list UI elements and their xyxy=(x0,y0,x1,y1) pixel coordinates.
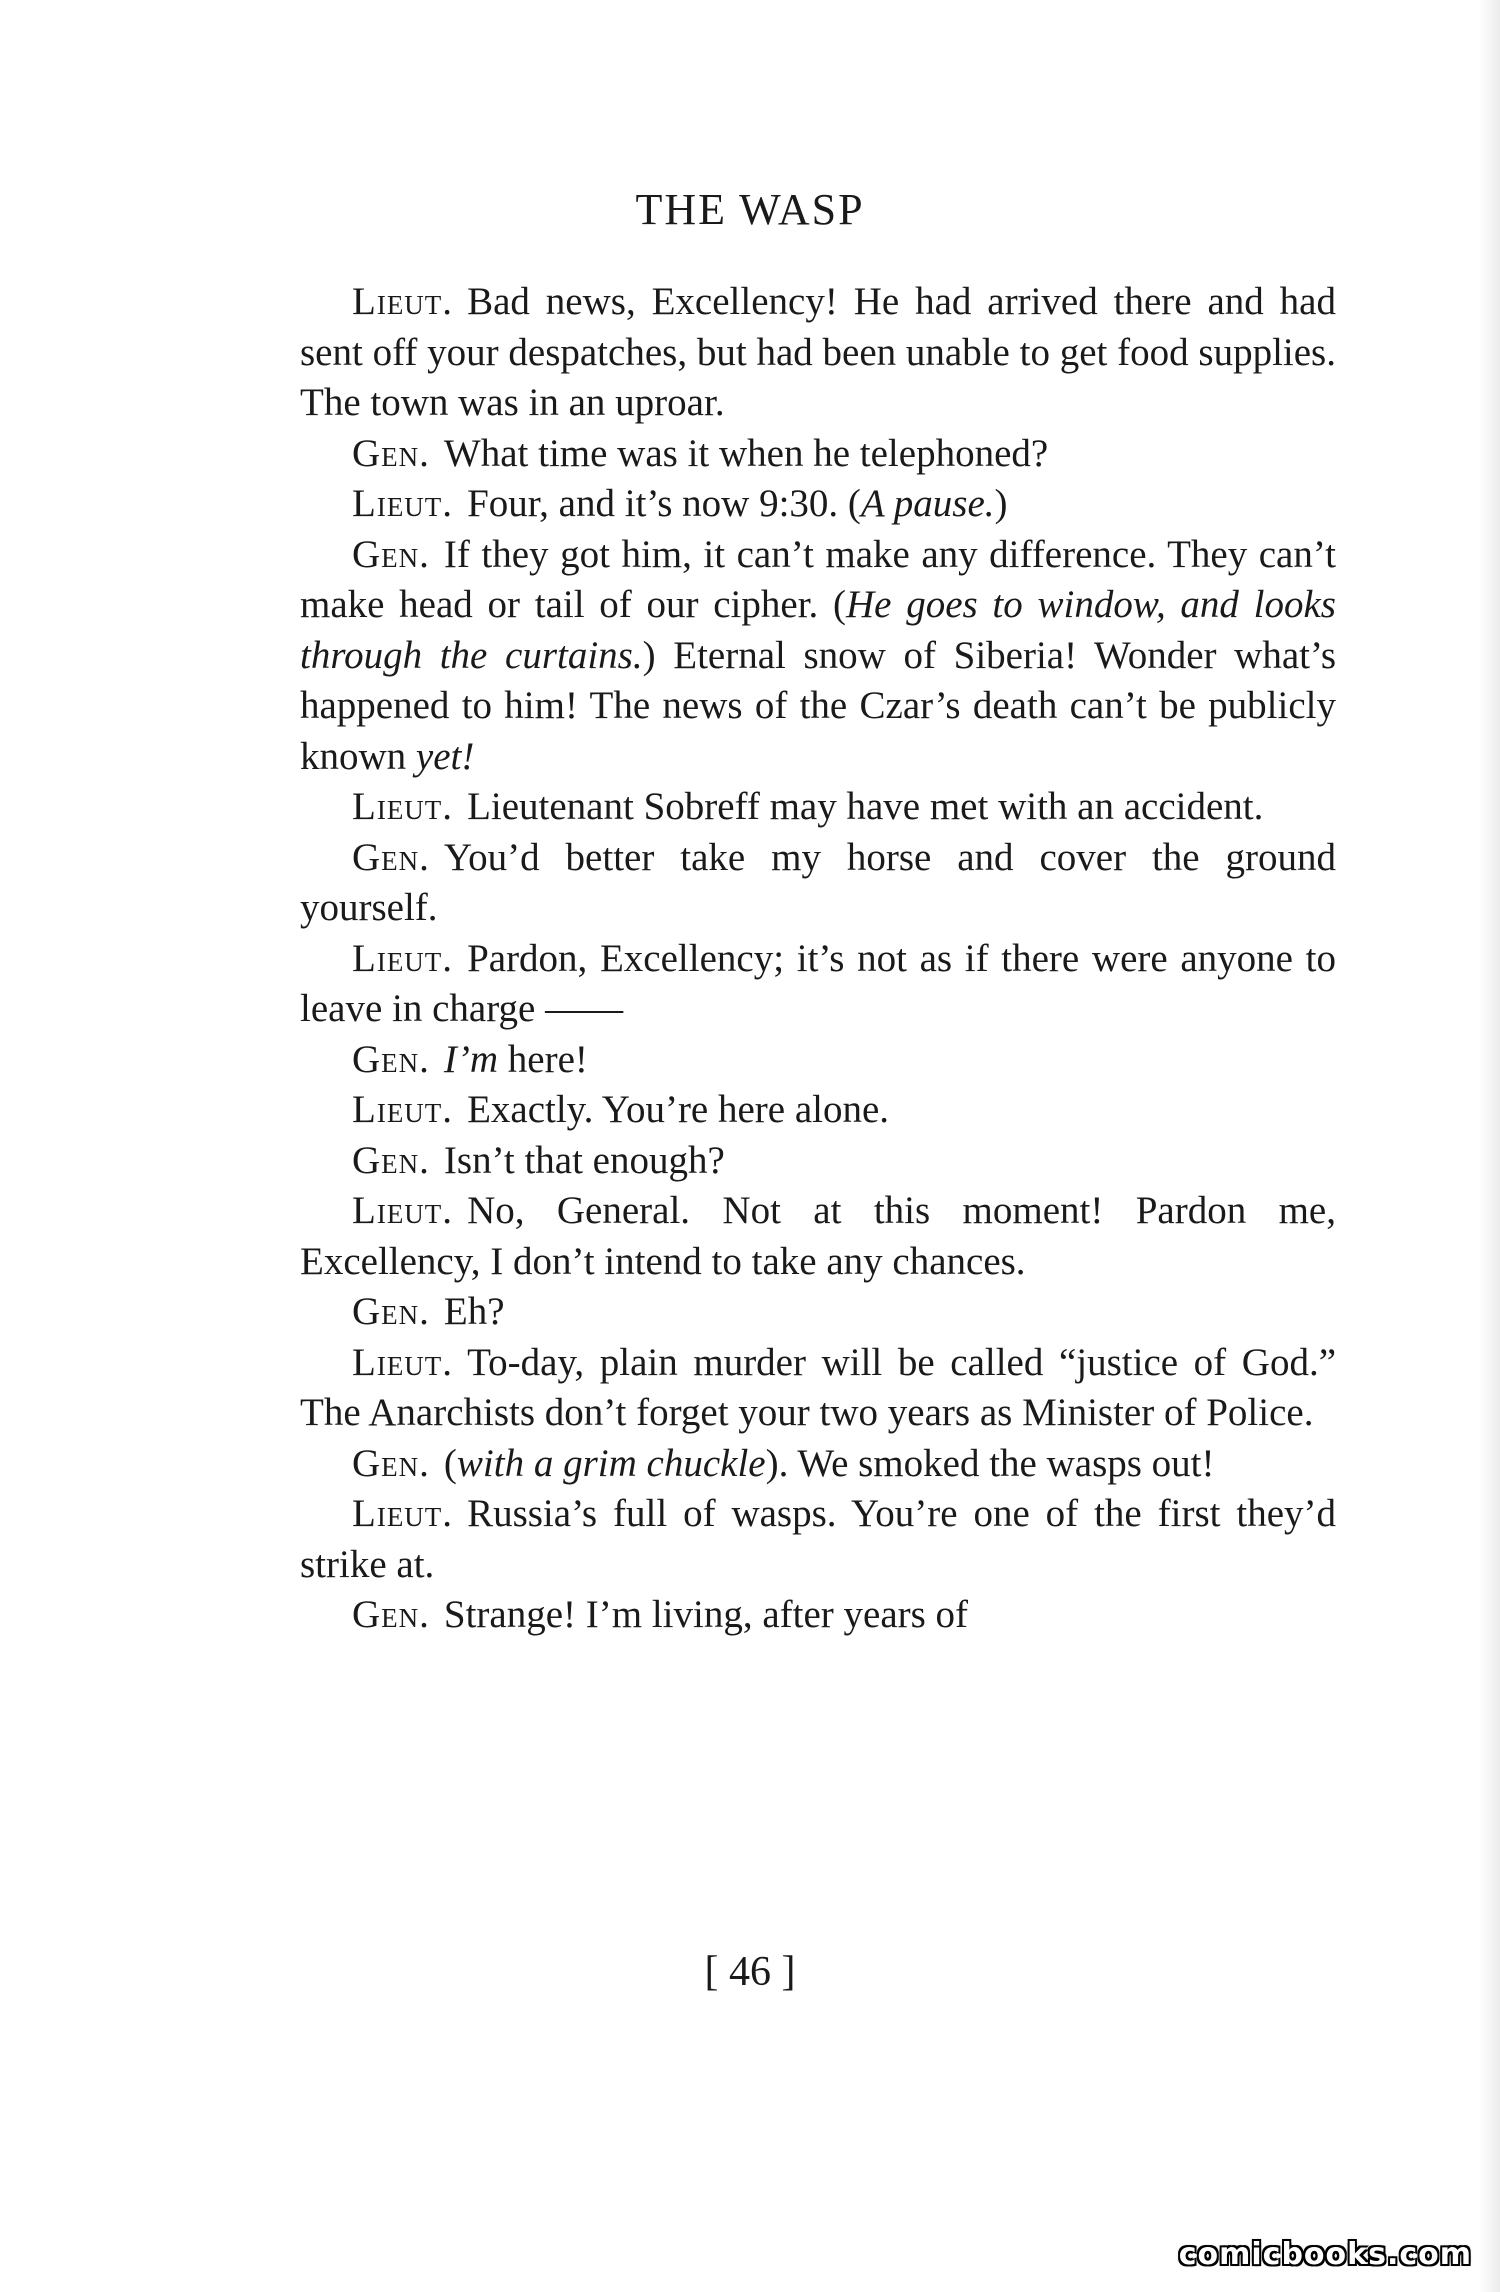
dialogue-paragraph xyxy=(300,1085,1336,1136)
speaker-name: Lieut. xyxy=(352,1340,454,1384)
dialogue-text: Four, and it’s now 9:30. ( xyxy=(467,482,861,525)
dialogue-paragraph xyxy=(300,1590,1336,1641)
speaker-name: Lieut. xyxy=(352,785,454,828)
dialogue-paragraph xyxy=(300,1338,1336,1439)
dialogue-text: Eh? xyxy=(443,1290,505,1333)
stage-direction: yet! xyxy=(415,734,475,778)
stage-direction: He goes to window, and looks through the curtains. xyxy=(300,583,1336,677)
speaker-name: Gen. xyxy=(352,1290,430,1333)
stage-direction: with a grim chuckle xyxy=(456,1441,766,1485)
speaker-name: Gen. xyxy=(352,532,430,576)
dialogue-text: Bad news, Excellency! He had arrived there and had sent off your despatches, but had been unable to get food supplies. The town was in an uproar. xyxy=(300,280,1336,424)
speaker-name: Lieut. xyxy=(352,1189,454,1232)
speaker-name: Gen. xyxy=(352,1138,430,1182)
dialogue-paragraph xyxy=(300,429,1336,480)
dialogue-text: You’d better take my horse and cover the ground yourself. xyxy=(300,835,1336,929)
dialogue-paragraph xyxy=(300,1186,1336,1287)
dialogue-paragraph xyxy=(300,782,1336,833)
dialogue-text: Isn’t that enough? xyxy=(443,1138,725,1182)
dialogue-paragraph xyxy=(300,1439,1336,1490)
dialogue-paragraph xyxy=(300,833,1336,934)
page-number: [ 46 ] xyxy=(704,1949,796,1995)
play-dialogue xyxy=(300,277,1336,1641)
dialogue-text: Pardon, Excellency; it’s not as if there were anyone to leave in charge —— xyxy=(300,936,1336,1030)
dialogue-paragraph xyxy=(300,1287,1336,1338)
dialogue-paragraph xyxy=(300,1136,1336,1187)
stage-direction: A pause. xyxy=(860,482,995,525)
dialogue-paragraph xyxy=(300,934,1336,1035)
stage-direction: I’m xyxy=(443,1037,499,1081)
dialogue-text: Russia’s full of wasps. You’re one of the first they’d strike at. xyxy=(300,1492,1336,1586)
dialogue-text: Exactly. You’re here alone. xyxy=(467,1088,890,1131)
dialogue-paragraph xyxy=(300,277,1336,429)
site-watermark: comicbooks.com xyxy=(1178,2237,1472,2272)
dialogue-text: Strange! I’m living, after years of xyxy=(443,1593,969,1636)
dialogue-text: ) xyxy=(994,482,1008,525)
dialogue-text: No, General. Not at this moment! Pardon me, Excellency, I don’t intend to take any chances. xyxy=(300,1189,1336,1283)
speaker-name: Gen. xyxy=(352,835,430,879)
dialogue-paragraph xyxy=(300,1035,1336,1086)
speaker-name: Lieut. xyxy=(352,1088,454,1131)
dialogue-text: ). We smoked the wasps out! xyxy=(765,1441,1215,1485)
speaker-name: Lieut. xyxy=(352,936,454,980)
dialogue-text: To-day, plain murder will be called “justice of God.” The Anarchists don’t forget your two years as Minister of Police. xyxy=(300,1340,1336,1434)
speaker-name: Lieut. xyxy=(352,280,454,323)
dialogue-paragraph xyxy=(300,1489,1336,1590)
dialogue-text: ) Eternal snow of Siberia! Wonder what’s happened to him! The news of the Czar’s death can’t be publicly known xyxy=(300,633,1336,778)
running-title: THE WASP xyxy=(635,185,865,234)
dialogue-text: here! xyxy=(498,1037,588,1081)
dialogue-text: Lieutenant Sobreff may have met with an accident. xyxy=(467,785,1264,828)
speaker-name: Gen. xyxy=(352,1441,430,1485)
dialogue-paragraph xyxy=(300,530,1336,783)
dialogue-text: ( xyxy=(443,1441,457,1485)
speaker-name: Gen. xyxy=(352,1037,430,1081)
speaker-name: Lieut. xyxy=(352,482,454,525)
dialogue-text: If they got him, it can’t make any difference. They can’t make head or tail of our cipher. ( xyxy=(300,532,1336,626)
dialogue-text: What time was it when he telephoned? xyxy=(443,431,1049,475)
speaker-name: Gen. xyxy=(352,1593,430,1636)
speaker-name: Gen. xyxy=(352,431,430,475)
speaker-name: Lieut. xyxy=(352,1492,454,1535)
dialogue-paragraph xyxy=(300,479,1336,530)
